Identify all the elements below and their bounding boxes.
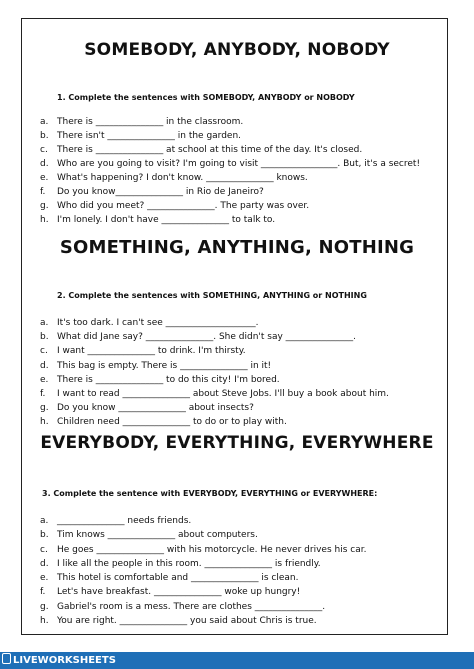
item-text: There is _______________ to do this city! I'm bored. [57,374,280,385]
item-text: There is _______________ at school at this time of the day. It's closed. [57,145,363,155]
item-text: Who did you meet? _______________. The party was over. [57,201,310,211]
item-letter: c. [40,544,48,555]
section3-instruction: 3. Complete the sentence with EVERYBODY, EVERYTHING or EVERYWHERE: [42,489,378,498]
item-text: There isn't _______________ in the garden. [57,131,242,141]
footer-bar [0,652,474,669]
item-letter: b. [40,332,49,343]
section2-instruction: 2. Complete the sentences with SOMETHING, ANYTHING or NOTHING [57,291,367,300]
liveworksheets-logo-icon [2,653,11,664]
section2-title: SOMETHING, ANYTHING, NOTHING [59,237,415,258]
item-letter: a. [40,516,49,526]
item-letter: h. [40,417,49,428]
item-letter: c. [40,145,48,155]
item-text: He goes _______________ with his motorcycle. He never drives his car. [57,544,367,555]
item-letter: e. [40,173,49,183]
item-letter: g. [40,403,49,414]
item-text: It's too dark. I can't see ____________________. [57,318,259,328]
item-letter: e. [40,374,49,385]
item-letter: f. [40,587,46,598]
item-text: Children need _______________ to do or to play with. [57,417,287,428]
item-letter: c. [40,346,48,357]
item-text: What's happening? I don't know. _______________ knows. [57,173,308,183]
item-letter: g. [40,201,49,211]
item-letter: f. [40,187,46,197]
item-letter: f. [40,388,46,399]
item-letter: a. [40,117,49,127]
item-text: I want to read _______________ about Steve Jobs. I'll buy a book about him. [57,388,389,399]
item-text: Gabriel's room is a mess. There are clothes _______________. [57,601,326,612]
item-letter: g. [40,601,49,612]
section3-title: EVERYBODY, EVERYTHING, EVERYWHERE [40,433,434,453]
item-letter: e. [40,573,49,584]
item-text: _______________ needs friends. [57,516,192,526]
item-text: I like all the people in this room. _______________ is friendly. [57,558,321,569]
item-text: This hotel is comfortable and _______________ is clean. [57,573,299,584]
section1-instruction: 1. Complete the sentences with SOMEBODY, ANYBODY or NOBODY [57,93,355,102]
item-text: What did Jane say? _______________. She didn't say _______________. [57,332,357,343]
item-text: Let's have breakfast. _______________ woke up hungry! [57,587,301,598]
item-text: Do you know_______________ in Rio de Janeiro? [57,187,264,197]
item-text: Tim knows _______________ about computers. [57,530,258,541]
item-letter: h. [40,616,49,627]
item-letter: a. [40,318,49,328]
item-letter: b. [40,530,49,541]
section1-title: SOMEBODY, ANYBODY, NOBODY [84,40,390,60]
item-text: You are right. _______________ you said about Chris is true. [57,616,317,627]
item-text: There is _______________ in the classroom. [57,117,244,127]
item-letter: b. [40,131,49,141]
item-text: I want _______________ to drink. I'm thirsty. [57,346,246,357]
item-text: This bag is empty. There is _______________ in it! [57,360,272,371]
item-letter: d. [40,360,49,371]
item-text: Who are you going to visit? I'm going to visit _________________. But, it's a secret! [57,159,421,169]
brand-logo[interactable] [2,653,116,668]
item-letter: d. [40,558,49,569]
item-text: I'm lonely. I don't have _______________ to talk to. [57,215,276,225]
item-letter: d. [40,159,49,169]
item-letter: h. [40,215,49,225]
item-text: Do you know _______________ about insects? [57,403,254,414]
brand-name: LIVEWORKSHEETS [13,655,116,666]
